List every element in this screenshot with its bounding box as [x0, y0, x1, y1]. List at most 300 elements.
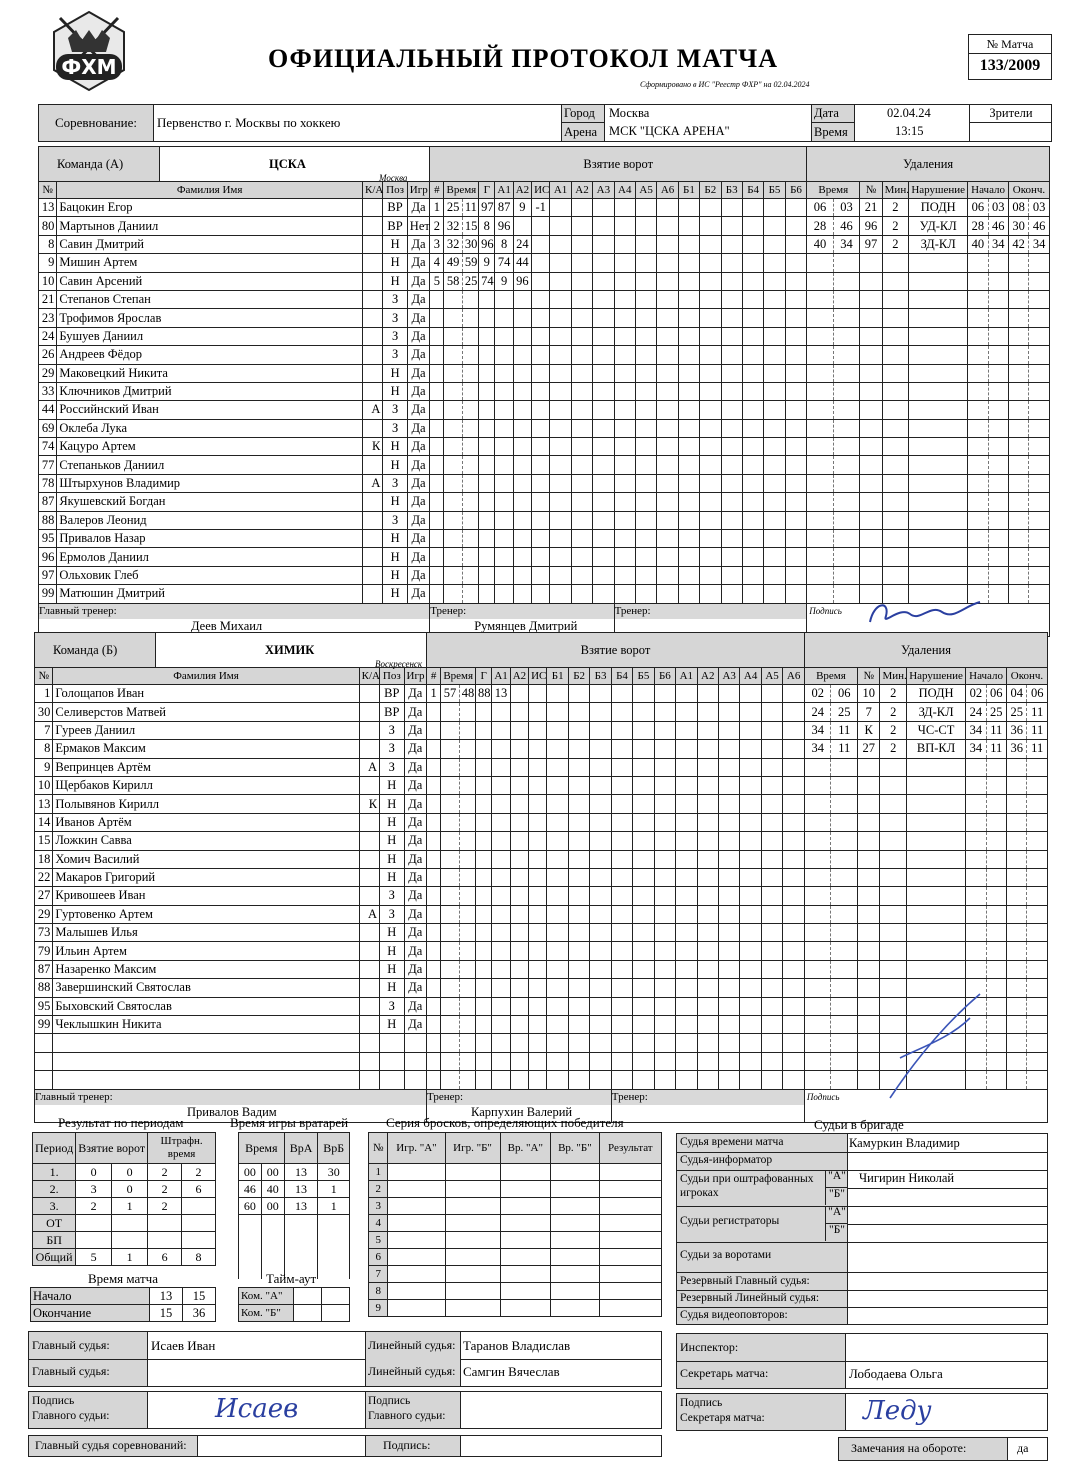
timekeeper-label: Судья времени матча	[680, 1136, 784, 1148]
player-ka	[359, 997, 379, 1015]
pen-min	[804, 887, 831, 905]
player-ka	[362, 199, 382, 217]
logo-text: ФХМ	[61, 55, 117, 79]
goal-is	[529, 703, 547, 721]
pen-end-min	[1008, 254, 1028, 272]
secretary-label: Секретарь матча:	[680, 1366, 769, 1380]
player-pos: ВР	[383, 199, 407, 217]
player-name: Ольховик Глеб	[57, 566, 363, 584]
pen-sec	[833, 438, 859, 456]
col-onice-4: Б5	[633, 668, 654, 685]
player-name: Вепринцев Артём	[53, 758, 359, 776]
pen-duration: 2	[882, 199, 908, 217]
pen-start-sec	[988, 474, 1008, 492]
pen-start-min	[966, 905, 986, 923]
player-row	[39, 530, 1050, 548]
goal-is	[532, 254, 550, 272]
team-label	[39, 147, 408, 183]
goalie-sec: 40	[261, 1181, 284, 1198]
player-name: Кривошеев Иван	[53, 887, 359, 905]
pen-player: 97	[860, 235, 882, 253]
player-row	[39, 474, 1050, 492]
pen-duration: 2	[880, 703, 907, 721]
pen-min	[804, 1052, 831, 1070]
pen-start-sec	[988, 382, 1008, 400]
player-no: 88	[39, 511, 57, 529]
signature-label: Подпись	[809, 605, 842, 616]
player-name: Савин Дмитрий	[57, 235, 363, 253]
player-played	[404, 1071, 426, 1089]
player-name	[53, 1052, 359, 1070]
pen-start-sec	[986, 905, 1006, 923]
col-pen-inf: Нарушение	[909, 182, 968, 199]
pen-duration	[880, 776, 907, 794]
pen-player	[857, 795, 879, 813]
player-ka: А	[362, 401, 382, 419]
pen-sec	[833, 290, 859, 308]
penalties-header: Удаления	[807, 147, 1050, 182]
pen-sec	[831, 979, 858, 997]
goal-a2	[513, 456, 531, 474]
pen-start-sec	[986, 832, 1006, 850]
player-name: Макаров Григорий	[53, 868, 359, 886]
pen-start-min	[968, 511, 988, 529]
goal-is	[532, 290, 550, 308]
pen-infraction	[906, 795, 965, 813]
pim-a: 6	[148, 1249, 182, 1266]
goal-sec	[462, 548, 478, 566]
pen-min	[804, 795, 831, 813]
player-no: 30	[35, 703, 53, 721]
goal-sec	[459, 887, 475, 905]
player-name: Савин Арсений	[57, 272, 363, 290]
pen-end-min	[1008, 364, 1028, 382]
shootout-col-0: №	[369, 1133, 388, 1164]
goal-sec	[459, 997, 475, 1015]
goalie-min: 00	[239, 1164, 262, 1181]
pen-duration	[880, 887, 907, 905]
pen-player	[860, 566, 882, 584]
col-pen-end: Оконч.	[1008, 182, 1049, 199]
goal-a2	[513, 493, 531, 511]
goal-sec	[462, 364, 478, 382]
col-onice-1: А2	[571, 182, 592, 199]
player-ka	[359, 740, 379, 758]
pen-end-sec	[1029, 272, 1050, 290]
goal-a2	[510, 776, 528, 794]
pen-end-sec: 03	[1029, 199, 1050, 217]
pen-duration	[882, 438, 908, 456]
col-no: №	[39, 182, 57, 199]
pen-end-sec	[1027, 795, 1048, 813]
goal-a1: 8	[495, 235, 513, 253]
goals-b	[112, 1215, 148, 1232]
goal-a1	[495, 474, 513, 492]
pen-sec	[831, 1016, 858, 1034]
goal-sec	[462, 438, 478, 456]
pen-infraction	[909, 456, 968, 474]
goal-a1	[495, 401, 513, 419]
goals-b: 0	[112, 1181, 148, 1198]
pen-start-sec	[988, 290, 1008, 308]
goal-a1	[492, 721, 510, 739]
player-name: Малышев Илья	[53, 924, 359, 942]
player-no: 88	[35, 979, 53, 997]
shootout-row	[369, 1164, 662, 1181]
pen-sec	[833, 566, 859, 584]
match-number-label: № Матча	[969, 35, 1051, 54]
goal-no	[430, 474, 444, 492]
player-pos: Н	[383, 493, 407, 511]
goal-min	[441, 813, 459, 831]
goals-a: 2	[76, 1198, 112, 1215]
pen-start-min	[966, 795, 986, 813]
col-onice-3: А4	[614, 182, 635, 199]
player-played: Да	[407, 290, 429, 308]
pen-min	[807, 585, 833, 603]
player-played: Да	[407, 474, 429, 492]
goal-a2	[513, 474, 531, 492]
player-pos: Н	[380, 1016, 405, 1034]
pen-infraction	[909, 511, 968, 529]
team-b-signature-icon	[870, 988, 1000, 1108]
player-no: 97	[39, 566, 57, 584]
goal-a2	[513, 438, 531, 456]
goal-no	[427, 960, 441, 978]
shootout-row	[369, 1215, 662, 1232]
goal-no	[427, 979, 441, 997]
goal-no	[427, 868, 441, 886]
goal-scorer	[479, 511, 495, 529]
pen-sec	[831, 924, 858, 942]
pen-end-min: 30	[1008, 217, 1028, 235]
goal-is	[532, 327, 550, 345]
shootout-col-4: Вр. "Б"	[551, 1133, 600, 1164]
pen-player	[860, 327, 882, 345]
goal-a2	[513, 217, 531, 235]
col-onice-8: Б3	[721, 182, 742, 199]
col-pos: Поз	[380, 668, 405, 685]
page-title: ОФИЦИАЛЬНЫЙ ПРОТОКОЛ МАТЧА	[268, 44, 778, 73]
goal-scorer: 74	[479, 272, 495, 290]
reserve-main-label: Резервный Главный судья:	[680, 1275, 810, 1287]
pim-b	[182, 1232, 216, 1249]
referees-title: Судьи в бригаде	[814, 1117, 904, 1132]
player-name: Ермаков Максим	[53, 740, 359, 758]
pen-infraction	[909, 327, 968, 345]
player-no: 8	[35, 740, 53, 758]
player-name: Ложкин Савва	[53, 832, 359, 850]
player-name: Щербаков Кирилл	[53, 776, 359, 794]
city-value: Москва	[609, 106, 650, 120]
goal-a2	[513, 548, 531, 566]
period-label: БП	[33, 1232, 76, 1249]
goal-a2	[510, 979, 528, 997]
sign-secr-label-2: Секретаря матча:	[680, 1412, 765, 1424]
player-name: Чеклышкин Никита	[53, 1016, 359, 1034]
goals-header: Взятие ворот	[427, 633, 805, 668]
col-onice-2: А3	[593, 182, 614, 199]
goal-no	[430, 438, 444, 456]
player-pos: З	[380, 740, 405, 758]
player-row	[39, 419, 1050, 437]
pen-start-min: 28	[968, 217, 988, 235]
goal-a2	[510, 703, 528, 721]
player-played: Да	[404, 850, 426, 868]
date-label: Дата	[811, 105, 855, 123]
goal-sec	[459, 1071, 475, 1089]
goal-no	[427, 1016, 441, 1034]
goal-scorer	[479, 364, 495, 382]
goals-header: Взятие ворот	[430, 147, 807, 182]
goal-sec: 15	[462, 217, 478, 235]
period-label: 3.	[33, 1198, 76, 1215]
player-ka	[359, 1034, 379, 1052]
pen-end-min	[1006, 905, 1026, 923]
goal-is	[532, 493, 550, 511]
pen-sec	[831, 795, 858, 813]
goal-a2	[513, 511, 531, 529]
pen-player	[860, 419, 882, 437]
pen-start-sec: 11	[986, 721, 1006, 739]
goal-no	[427, 721, 441, 739]
player-no: 14	[35, 813, 53, 831]
player-name: Валеров Леонид	[57, 511, 363, 529]
player-no: 9	[35, 758, 53, 776]
pen-infraction: ЗД-КЛ	[909, 235, 968, 253]
pen-sec	[833, 511, 859, 529]
player-no: 73	[35, 924, 53, 942]
player-name: Степаньков Даниил	[57, 456, 363, 474]
col-onice-9: А4	[740, 668, 761, 685]
goal-a2	[510, 685, 528, 703]
pen-end-min: 36	[1006, 721, 1026, 739]
goal-no	[427, 758, 441, 776]
pen-player	[860, 474, 882, 492]
pen-end-min	[1006, 887, 1026, 905]
pen-start-min	[966, 868, 986, 886]
player-row	[39, 438, 1050, 456]
pen-min: 34	[804, 721, 831, 739]
goal-min: 57	[441, 685, 459, 703]
pen-end-min	[1008, 346, 1028, 364]
signature-label: Подпись	[806, 1091, 840, 1102]
pen-start-sec	[988, 419, 1008, 437]
player-played: Да	[404, 924, 426, 942]
pen-end-sec	[1029, 438, 1050, 456]
goal-scorer: 9	[479, 254, 495, 272]
pen-sec	[833, 419, 859, 437]
goal-a2	[513, 401, 531, 419]
pen-min	[804, 1034, 831, 1052]
player-name: Назаренко Максим	[53, 960, 359, 978]
player-no: 1	[35, 685, 53, 703]
pen-infraction	[909, 419, 968, 437]
goal-is	[532, 530, 550, 548]
goal-min	[441, 832, 459, 850]
goal-sec	[462, 327, 478, 345]
player-ka	[362, 346, 382, 364]
goal-scorer	[479, 474, 495, 492]
pen-start-sec	[988, 548, 1008, 566]
player-ka	[362, 382, 382, 400]
goal-no	[430, 290, 444, 308]
goal-scorer	[476, 960, 492, 978]
pen-infraction	[909, 382, 968, 400]
shootout-col-2: Игр. "Б"	[445, 1133, 500, 1164]
player-no: 87	[39, 493, 57, 511]
player-row	[35, 850, 1048, 868]
secretary-value: Лободаева Ольга	[849, 1366, 943, 1381]
pen-end-sec: 34	[1029, 235, 1050, 253]
goal-sec	[462, 511, 478, 529]
player-row	[35, 795, 1048, 813]
pen-end-min	[1006, 960, 1026, 978]
player-ka: А	[359, 905, 379, 923]
pen-start-sec: 34	[988, 235, 1008, 253]
pen-duration	[880, 832, 907, 850]
goal-min	[444, 290, 462, 308]
goal-min	[444, 419, 462, 437]
goal-is	[529, 795, 547, 813]
date-value: 02.04.24	[887, 106, 931, 120]
player-row	[35, 887, 1048, 905]
pen-start-sec	[986, 776, 1006, 794]
time-label: Время	[811, 123, 855, 141]
line-ref-label-2: Линейный судья:	[368, 1364, 456, 1378]
pen-end-sec	[1027, 942, 1048, 960]
pen-end-min	[1008, 290, 1028, 308]
player-no: 15	[35, 832, 53, 850]
pen-start-min	[968, 493, 988, 511]
pen-sec	[831, 776, 858, 794]
pen-player	[857, 960, 879, 978]
player-row	[35, 776, 1048, 794]
goal-a2: 96	[513, 272, 531, 290]
pen-duration	[882, 346, 908, 364]
player-played: Да	[404, 832, 426, 850]
pen-duration	[880, 813, 907, 831]
player-played: Да	[407, 566, 429, 584]
goal-sec: 48	[459, 685, 475, 703]
pen-start-sec	[986, 887, 1006, 905]
goalie-b: 30	[318, 1164, 350, 1181]
goal-a2: 44	[513, 254, 531, 272]
goal-no	[427, 832, 441, 850]
goal-a1	[492, 997, 510, 1015]
goal-scorer: 96	[479, 235, 495, 253]
pen-end-sec: 11	[1027, 721, 1048, 739]
player-ka	[362, 419, 382, 437]
pen-infraction	[909, 254, 968, 272]
goal-a1	[495, 456, 513, 474]
pen-start-min	[966, 942, 986, 960]
pen-sec	[833, 309, 859, 327]
pen-duration	[882, 272, 908, 290]
player-no: 99	[35, 1016, 53, 1034]
player-pos: Н	[383, 566, 407, 584]
goal-sec	[459, 1034, 475, 1052]
pen-infraction	[909, 290, 968, 308]
goal-a1: 87	[495, 199, 513, 217]
goal-scorer	[479, 401, 495, 419]
pen-start-sec	[986, 868, 1006, 886]
pen-infraction	[909, 566, 968, 584]
pen-player	[860, 511, 882, 529]
pen-start-min	[966, 850, 986, 868]
penbox-a-label: "А"	[825, 1170, 848, 1188]
goal-no: 1	[427, 685, 441, 703]
pen-min	[804, 905, 831, 923]
pen-end-min	[1008, 493, 1028, 511]
goals-a	[76, 1215, 112, 1232]
goal-scorer	[476, 758, 492, 776]
player-ka	[362, 566, 382, 584]
pen-end-sec	[1027, 979, 1048, 997]
pen-duration	[880, 850, 907, 868]
player-played: Да	[404, 813, 426, 831]
player-name: Хомич Василий	[53, 850, 359, 868]
goal-a1	[495, 364, 513, 382]
arena-label: Арена	[561, 123, 605, 141]
pen-duration	[882, 511, 908, 529]
pen-start-sec: 46	[988, 217, 1008, 235]
goalie-row	[239, 1198, 350, 1215]
pen-end-min	[1008, 401, 1028, 419]
pen-duration: 2	[882, 235, 908, 253]
sign-main-label-3: Подпись	[368, 1395, 411, 1407]
period-results-title: Результат по периодам	[58, 1115, 184, 1130]
player-no: 8	[39, 235, 57, 253]
col-vrb: ВрБ	[318, 1133, 350, 1164]
pim-b	[182, 1215, 216, 1232]
goal-scorer	[479, 327, 495, 345]
goal-scorer	[476, 832, 492, 850]
player-pos: З	[383, 474, 407, 492]
player-played: Да	[407, 364, 429, 382]
player-row	[39, 346, 1050, 364]
pen-min: 34	[804, 740, 831, 758]
team-label-text: Команда (А)	[57, 156, 124, 171]
pen-min	[807, 382, 833, 400]
goal-min: 32	[444, 235, 462, 253]
goal-scorer	[479, 456, 495, 474]
pen-duration	[882, 401, 908, 419]
goal-a1	[495, 346, 513, 364]
timeout-title: Тайм-аут	[266, 1271, 317, 1286]
pen-end-sec	[1027, 868, 1048, 886]
pen-start-min: 24	[966, 703, 986, 721]
goal-a1	[492, 924, 510, 942]
pen-start-min	[968, 272, 988, 290]
col-onice-1: Б2	[568, 668, 589, 685]
player-played: Да	[404, 868, 426, 886]
player-no: 96	[39, 548, 57, 566]
pen-sec	[831, 813, 858, 831]
col-onice-5: А6	[657, 182, 678, 199]
goal-min	[444, 309, 462, 327]
col-onice-0: А1	[550, 182, 571, 199]
player-ka	[362, 235, 382, 253]
pen-infraction	[909, 272, 968, 290]
goal-min	[441, 868, 459, 886]
pen-infraction: ЗД-КЛ	[906, 703, 965, 721]
pen-start-min	[966, 776, 986, 794]
pen-end-sec: 11	[1027, 703, 1048, 721]
goal-no	[430, 419, 444, 437]
col-onice-7: Б2	[700, 182, 721, 199]
col-pen-time: Время	[807, 182, 860, 199]
